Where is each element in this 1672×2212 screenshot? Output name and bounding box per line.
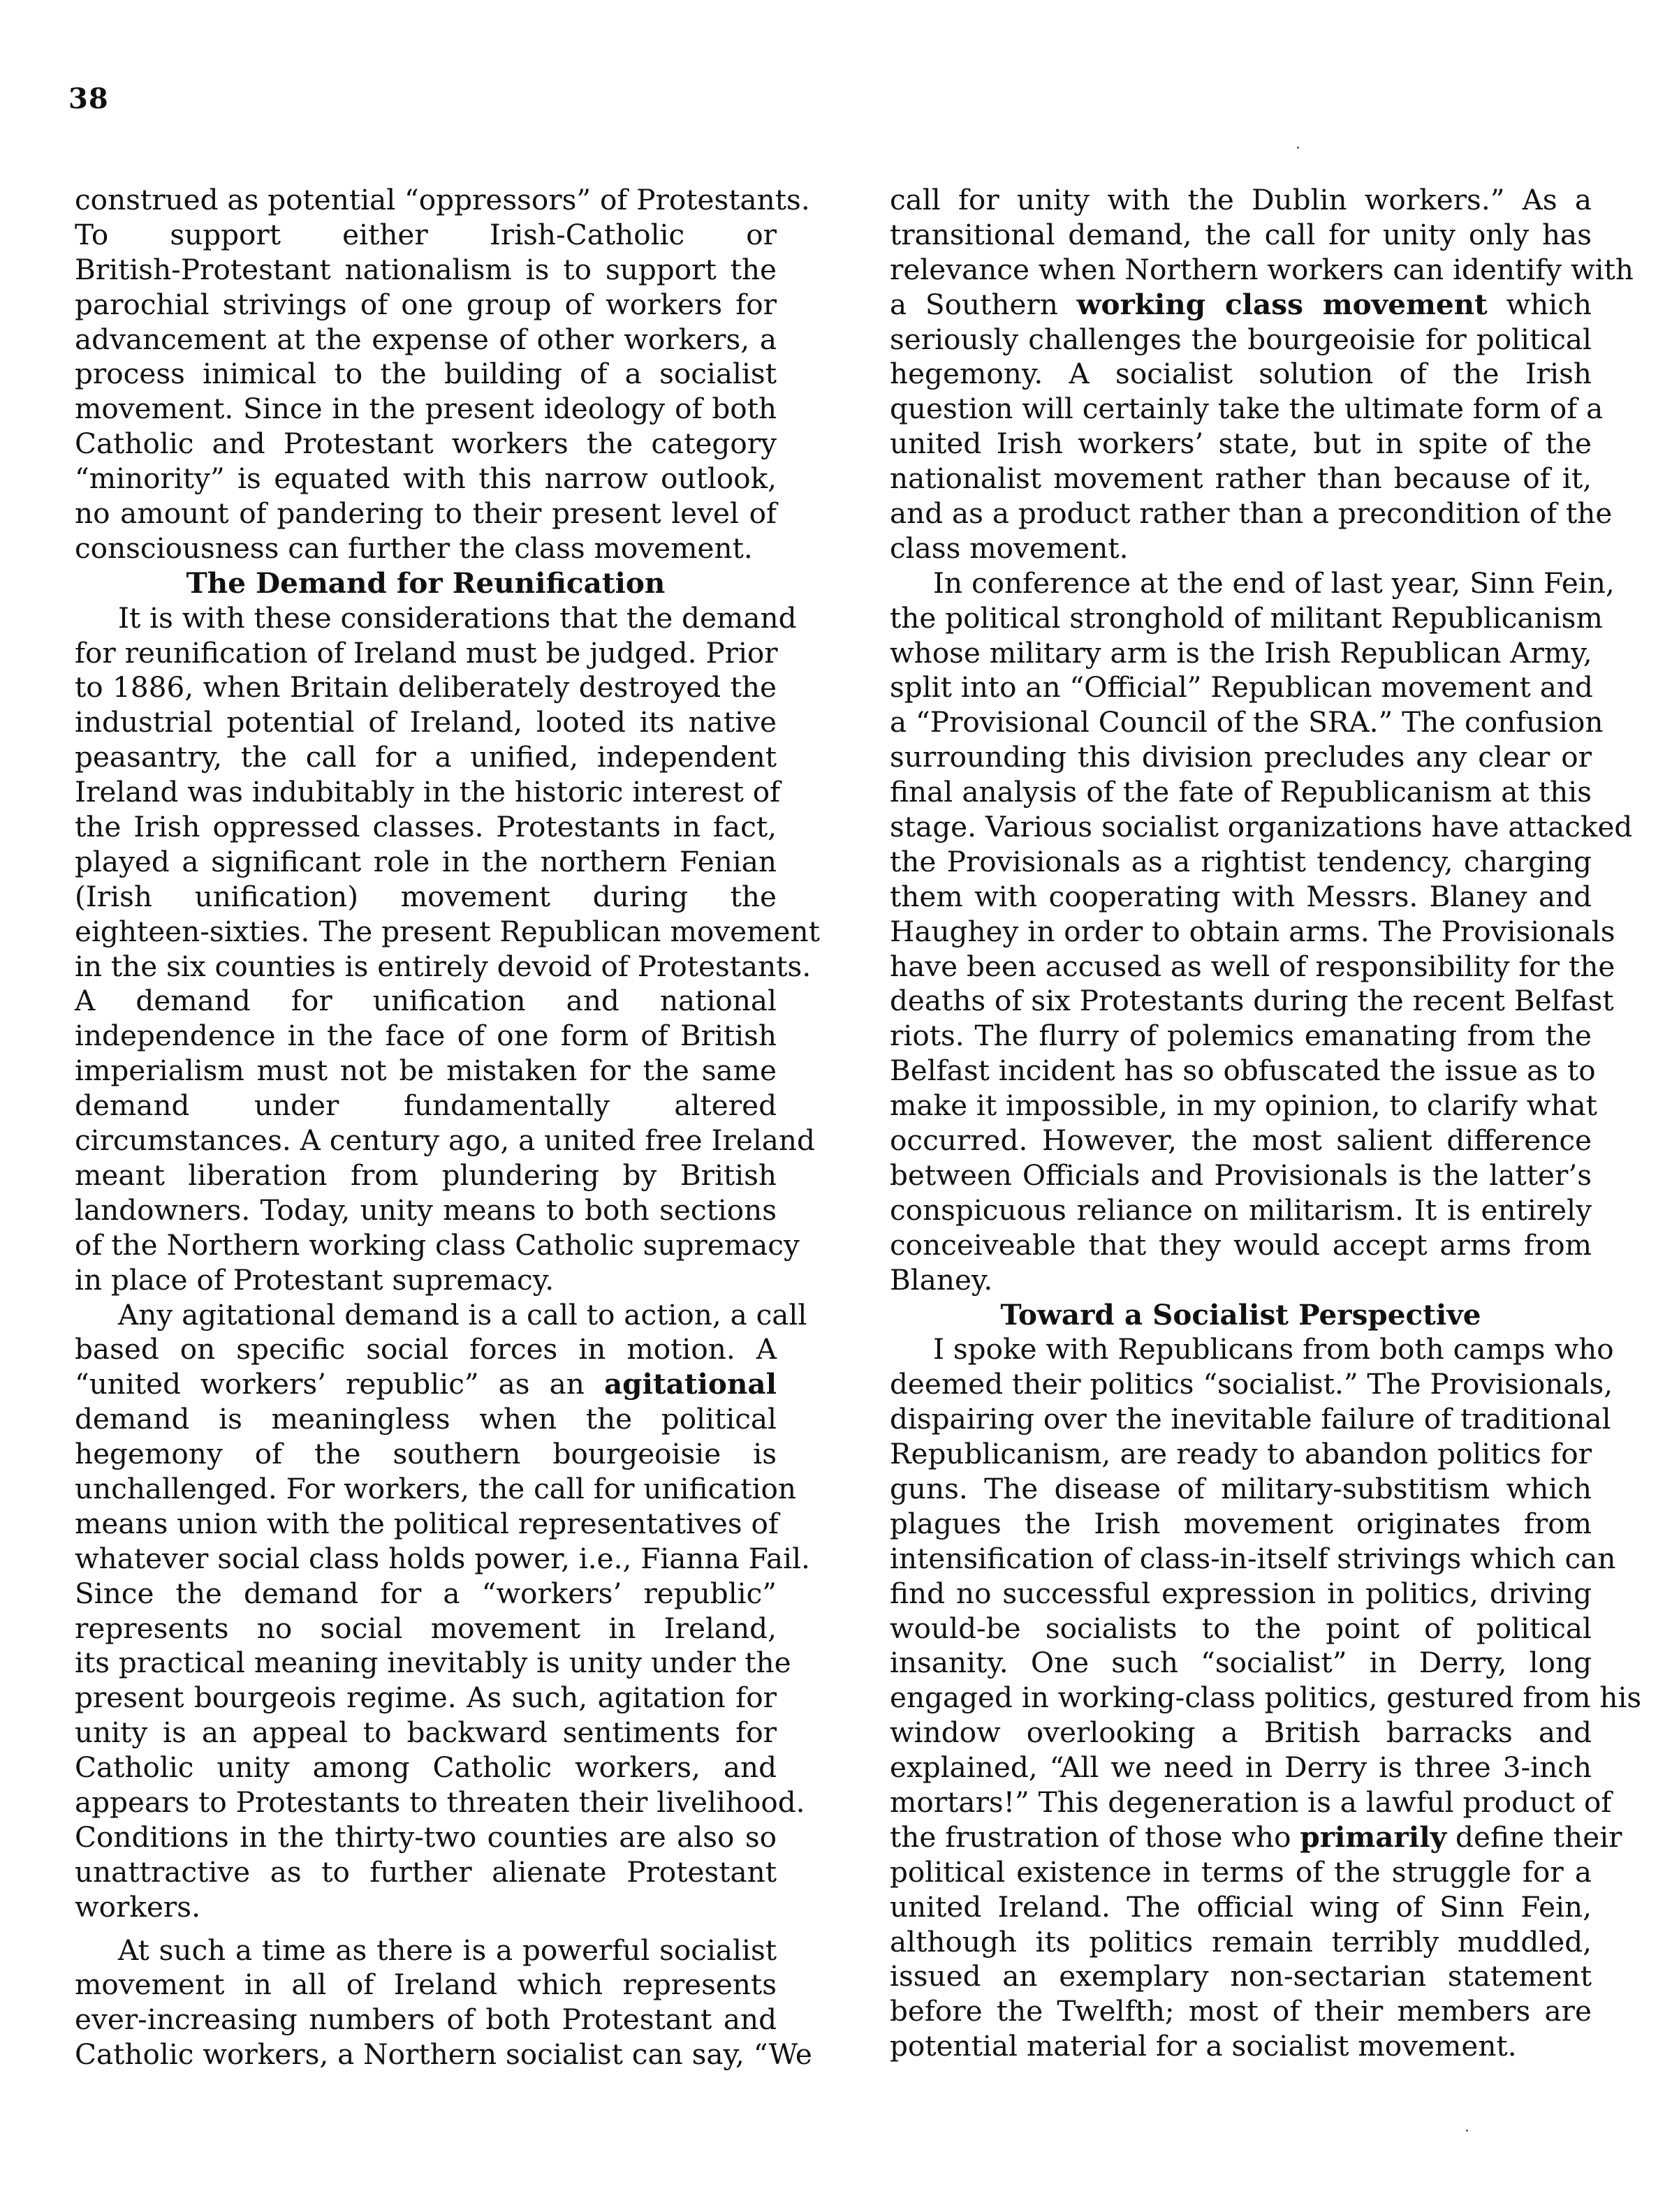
text-line: It is with these considerations that the demand bbox=[118, 600, 797, 635]
text-line bbox=[890, 288, 1592, 323]
text-line: Catholic workers, a Northern socialist can say, “We bbox=[75, 2037, 812, 2072]
text-line: “minority” is equated with this narrow outlook, bbox=[75, 462, 777, 496]
text-line: industrial potential of Ireland, looted its native bbox=[75, 705, 777, 739]
text-line: and as a product rather than a precondition of the bbox=[890, 496, 1613, 531]
text-line: appears to Protestants to threaten their livelihood. bbox=[75, 1785, 805, 1819]
text-line: represents no social movement in Ireland, bbox=[75, 1611, 777, 1645]
text-line: of the Northern working class Catholic supremacy bbox=[75, 1227, 800, 1262]
text-line: movement. Since in the present ideology of both bbox=[75, 392, 777, 426]
text-line: eighteen-sixties. The present Republican movement bbox=[75, 914, 820, 948]
text-line: insanity. One such “socialist” in Derry, long bbox=[890, 1646, 1592, 1680]
text-line: Ireland was indubitably in the historic interest of bbox=[75, 775, 781, 809]
text-line: hegemony of the southern bourgeoisie is bbox=[75, 1437, 777, 1471]
text-line: make it impossible, in my opinion, to clarify what bbox=[890, 1089, 1597, 1123]
text-line: explained, “All we need in Derry is three 3-inch bbox=[890, 1750, 1592, 1785]
text-line: construed as potential “oppressors” of Protestants. bbox=[75, 183, 810, 216]
page-number: 38 bbox=[68, 82, 109, 115]
text-line: unity is an appeal to backward sentiments for bbox=[75, 1716, 777, 1750]
text-line: workers. bbox=[75, 1889, 200, 1924]
text-line: advancement at the expense of other workers, a bbox=[75, 322, 777, 356]
text-line: landowners. Today, unity means to both sections bbox=[75, 1193, 777, 1227]
bold-text: agitational bbox=[603, 1367, 777, 1401]
text-line: conspicuous reliance on militarism. It is entirely bbox=[890, 1193, 1592, 1227]
text-line: British-Protestant nationalism is to support the bbox=[75, 252, 777, 286]
text-line: parochial strivings of one group of workers for bbox=[75, 287, 777, 321]
text-line: means union with the political representatives of bbox=[75, 1506, 779, 1540]
text-line: question will certainly take the ultimate form of a bbox=[890, 392, 1604, 426]
text-line: split into an “Official” Republican movement and bbox=[890, 670, 1593, 705]
text-line: have been accused as well of responsibility for the bbox=[890, 949, 1615, 983]
text-line: consciousness can further the class movement. bbox=[75, 531, 753, 565]
text-line: the Provisionals as a rightist tendency, charging bbox=[890, 844, 1592, 878]
text-line: (Irish unification) movement during the bbox=[75, 879, 777, 913]
text-line: Blaney. bbox=[890, 1262, 993, 1297]
text-line: for reunification of Ireland must be judged. Prior bbox=[75, 635, 778, 670]
bold-text: primarily bbox=[1300, 1820, 1447, 1854]
text-line: stage. Various socialist organizations have attacked bbox=[890, 810, 1633, 844]
text-line: mortars!” This degeneration is a lawful product of bbox=[890, 1785, 1612, 1819]
text-segment: the frustration of those who bbox=[890, 1820, 1291, 1854]
text-line: united Ireland. The official wing of Sinn Fein, bbox=[890, 1889, 1592, 1924]
text-line: Conditions in the thirty-two counties are also so bbox=[75, 1820, 777, 1854]
text-line: Republicanism, are ready to abandon politics for bbox=[890, 1437, 1592, 1471]
text-line: present bourgeois regime. As such, agitation for bbox=[75, 1681, 777, 1715]
right-column bbox=[890, 183, 1642, 2064]
text-line: Haughey in order to obtain arms. The Provisionals bbox=[890, 914, 1615, 948]
text-line: although its politics remain terribly muddled, bbox=[890, 1924, 1592, 1959]
text-line: At such a time as there is a powerful socialist bbox=[118, 1933, 777, 1967]
text-line: Since the demand for a “workers’ republic” bbox=[75, 1576, 777, 1610]
text-line: the political stronghold of militant Republicanism bbox=[890, 600, 1603, 635]
text-line: Catholic unity among Catholic workers, and bbox=[75, 1750, 777, 1785]
text-line: hegemony. A socialist solution of the Irish bbox=[890, 357, 1592, 391]
text-line: window overlooking a British barracks and bbox=[890, 1716, 1592, 1750]
text-line: political existence in terms of the struggle for a bbox=[890, 1855, 1592, 1889]
text-line: them with cooperating with Messrs. Blaney and bbox=[890, 879, 1592, 913]
text-line: conceiveable that they would accept arms from bbox=[890, 1227, 1592, 1262]
text-segment: a Southern bbox=[890, 287, 1058, 321]
text-line: meant liberation from plundering by British bbox=[75, 1158, 777, 1192]
text-segment: define their bbox=[1455, 1820, 1622, 1854]
text-line: occurred. However, the most salient difference bbox=[890, 1123, 1592, 1158]
text-line: A demand for unification and national bbox=[75, 984, 777, 1018]
text-line: final analysis of the fate of Republicanism at this bbox=[890, 775, 1592, 809]
text-line: issued an exemplary non-sectarian statement bbox=[890, 1959, 1592, 1993]
text-line: seriously challenges the bourgeoisie for political bbox=[890, 322, 1592, 356]
text-segment: which bbox=[1506, 287, 1592, 321]
text-line: independence in the face of one form of British bbox=[75, 1019, 777, 1053]
text-line: engaged in working-class politics, gestured from his bbox=[890, 1681, 1642, 1715]
text-line: its practical meaning inevitably is unity under the bbox=[75, 1646, 791, 1680]
text-line: plagues the Irish movement originates from bbox=[890, 1506, 1592, 1540]
text-line: To support either Irish-Catholic or bbox=[75, 217, 777, 251]
text-line: whatever social class holds power, i.e., Fianna Fail. bbox=[75, 1541, 810, 1575]
text-line: I spoke with Republicans from both camps who bbox=[933, 1332, 1614, 1366]
text-line: Belfast incident has so obfuscated the issue as to bbox=[890, 1054, 1596, 1088]
text-line: Any agitational demand is a call to action, a call bbox=[118, 1297, 807, 1332]
text-line: in the six counties is entirely devoid of Protestants. bbox=[75, 949, 812, 983]
text-line: imperialism must not be mistaken for the same bbox=[75, 1054, 777, 1088]
text-line: nationalist movement rather than because of it, bbox=[890, 462, 1592, 496]
text-line: deemed their politics “socialist.” The Provisionals, bbox=[890, 1367, 1613, 1401]
text-line: process inimical to the building of a socialist bbox=[75, 357, 777, 391]
text-line: Catholic and Protestant workers the category bbox=[75, 427, 777, 461]
text-line: transitional demand, the call for unity only has bbox=[890, 217, 1592, 251]
text-line: unattractive as to further alienate Protestant bbox=[75, 1855, 777, 1889]
text-line: ever-increasing numbers of both Protestant and bbox=[75, 2003, 777, 2037]
text-line: no amount of pandering to their present level of bbox=[75, 496, 777, 531]
text-line: dispairing over the inevitable failure of traditional bbox=[890, 1402, 1611, 1436]
text-line: demand under fundamentally altered bbox=[75, 1089, 777, 1123]
left-column bbox=[75, 183, 820, 2072]
text-line: surrounding this division precludes any clear or bbox=[890, 740, 1592, 774]
text-line: class movement. bbox=[890, 531, 1129, 565]
text-line bbox=[890, 1820, 1622, 1855]
text-line: find no successful expression in politics, driving bbox=[890, 1576, 1592, 1610]
text-line: between Officials and Provisionals is the latter’s bbox=[890, 1158, 1592, 1192]
text-line: guns. The disease of military-substitism which bbox=[890, 1471, 1592, 1505]
text-line: would-be socialists to the point of political bbox=[890, 1611, 1592, 1645]
text-line bbox=[75, 1367, 777, 1402]
text-line: demand is meaningless when the political bbox=[75, 1402, 777, 1436]
scan-speck bbox=[1297, 147, 1299, 149]
text-line: whose military arm is the Irish Republican Army, bbox=[890, 635, 1592, 670]
text-line: potential material for a socialist movement. bbox=[890, 2029, 1517, 2063]
text-line: movement in all of Ireland which represents bbox=[75, 1968, 777, 2002]
text-line: united Irish workers’ state, but in spite of the bbox=[890, 427, 1592, 461]
bold-text: working class movement bbox=[1076, 287, 1488, 321]
text-line: played a significant role in the northern Fenian bbox=[75, 844, 777, 878]
text-line: deaths of six Protestants during the recent Belfast bbox=[890, 984, 1614, 1018]
text-line: In conference at the end of last year, Sinn Fein, bbox=[933, 566, 1615, 600]
text-line: before the Twelfth; most of their members are bbox=[890, 1994, 1592, 2028]
text-line: circumstances. A century ago, a united free Ireland bbox=[75, 1123, 815, 1158]
text-line: the Irish oppressed classes. Protestants in fact, bbox=[75, 810, 777, 844]
text-line: to 1886, when Britain deliberately destroyed the bbox=[75, 670, 777, 705]
scan-speck bbox=[1466, 2130, 1468, 2132]
text-line: a “Provisional Council of the SRA.” The confusion bbox=[890, 705, 1604, 739]
text-line: riots. The flurry of polemics emanating from the bbox=[890, 1019, 1592, 1053]
text-line: call for unity with the Dublin workers.” As a bbox=[890, 183, 1592, 216]
text-segment: “united workers’ republic” as an bbox=[75, 1367, 585, 1401]
text-line: peasantry, the call for a unified, independent bbox=[75, 740, 777, 774]
text-line: intensification of class-in-itself strivings which can bbox=[890, 1541, 1616, 1575]
text-line: based on specific social forces in motion. A bbox=[75, 1332, 777, 1366]
section-heading-reunification: The Demand for Reunification bbox=[186, 566, 666, 600]
text-line: unchallenged. For workers, the call for unification bbox=[75, 1471, 796, 1505]
text-line: in place of Protestant supremacy. bbox=[75, 1262, 555, 1297]
text-line: relevance when Northern workers can identify with bbox=[890, 252, 1634, 286]
section-heading-socialist-perspective: Toward a Socialist Perspective bbox=[1000, 1297, 1481, 1332]
